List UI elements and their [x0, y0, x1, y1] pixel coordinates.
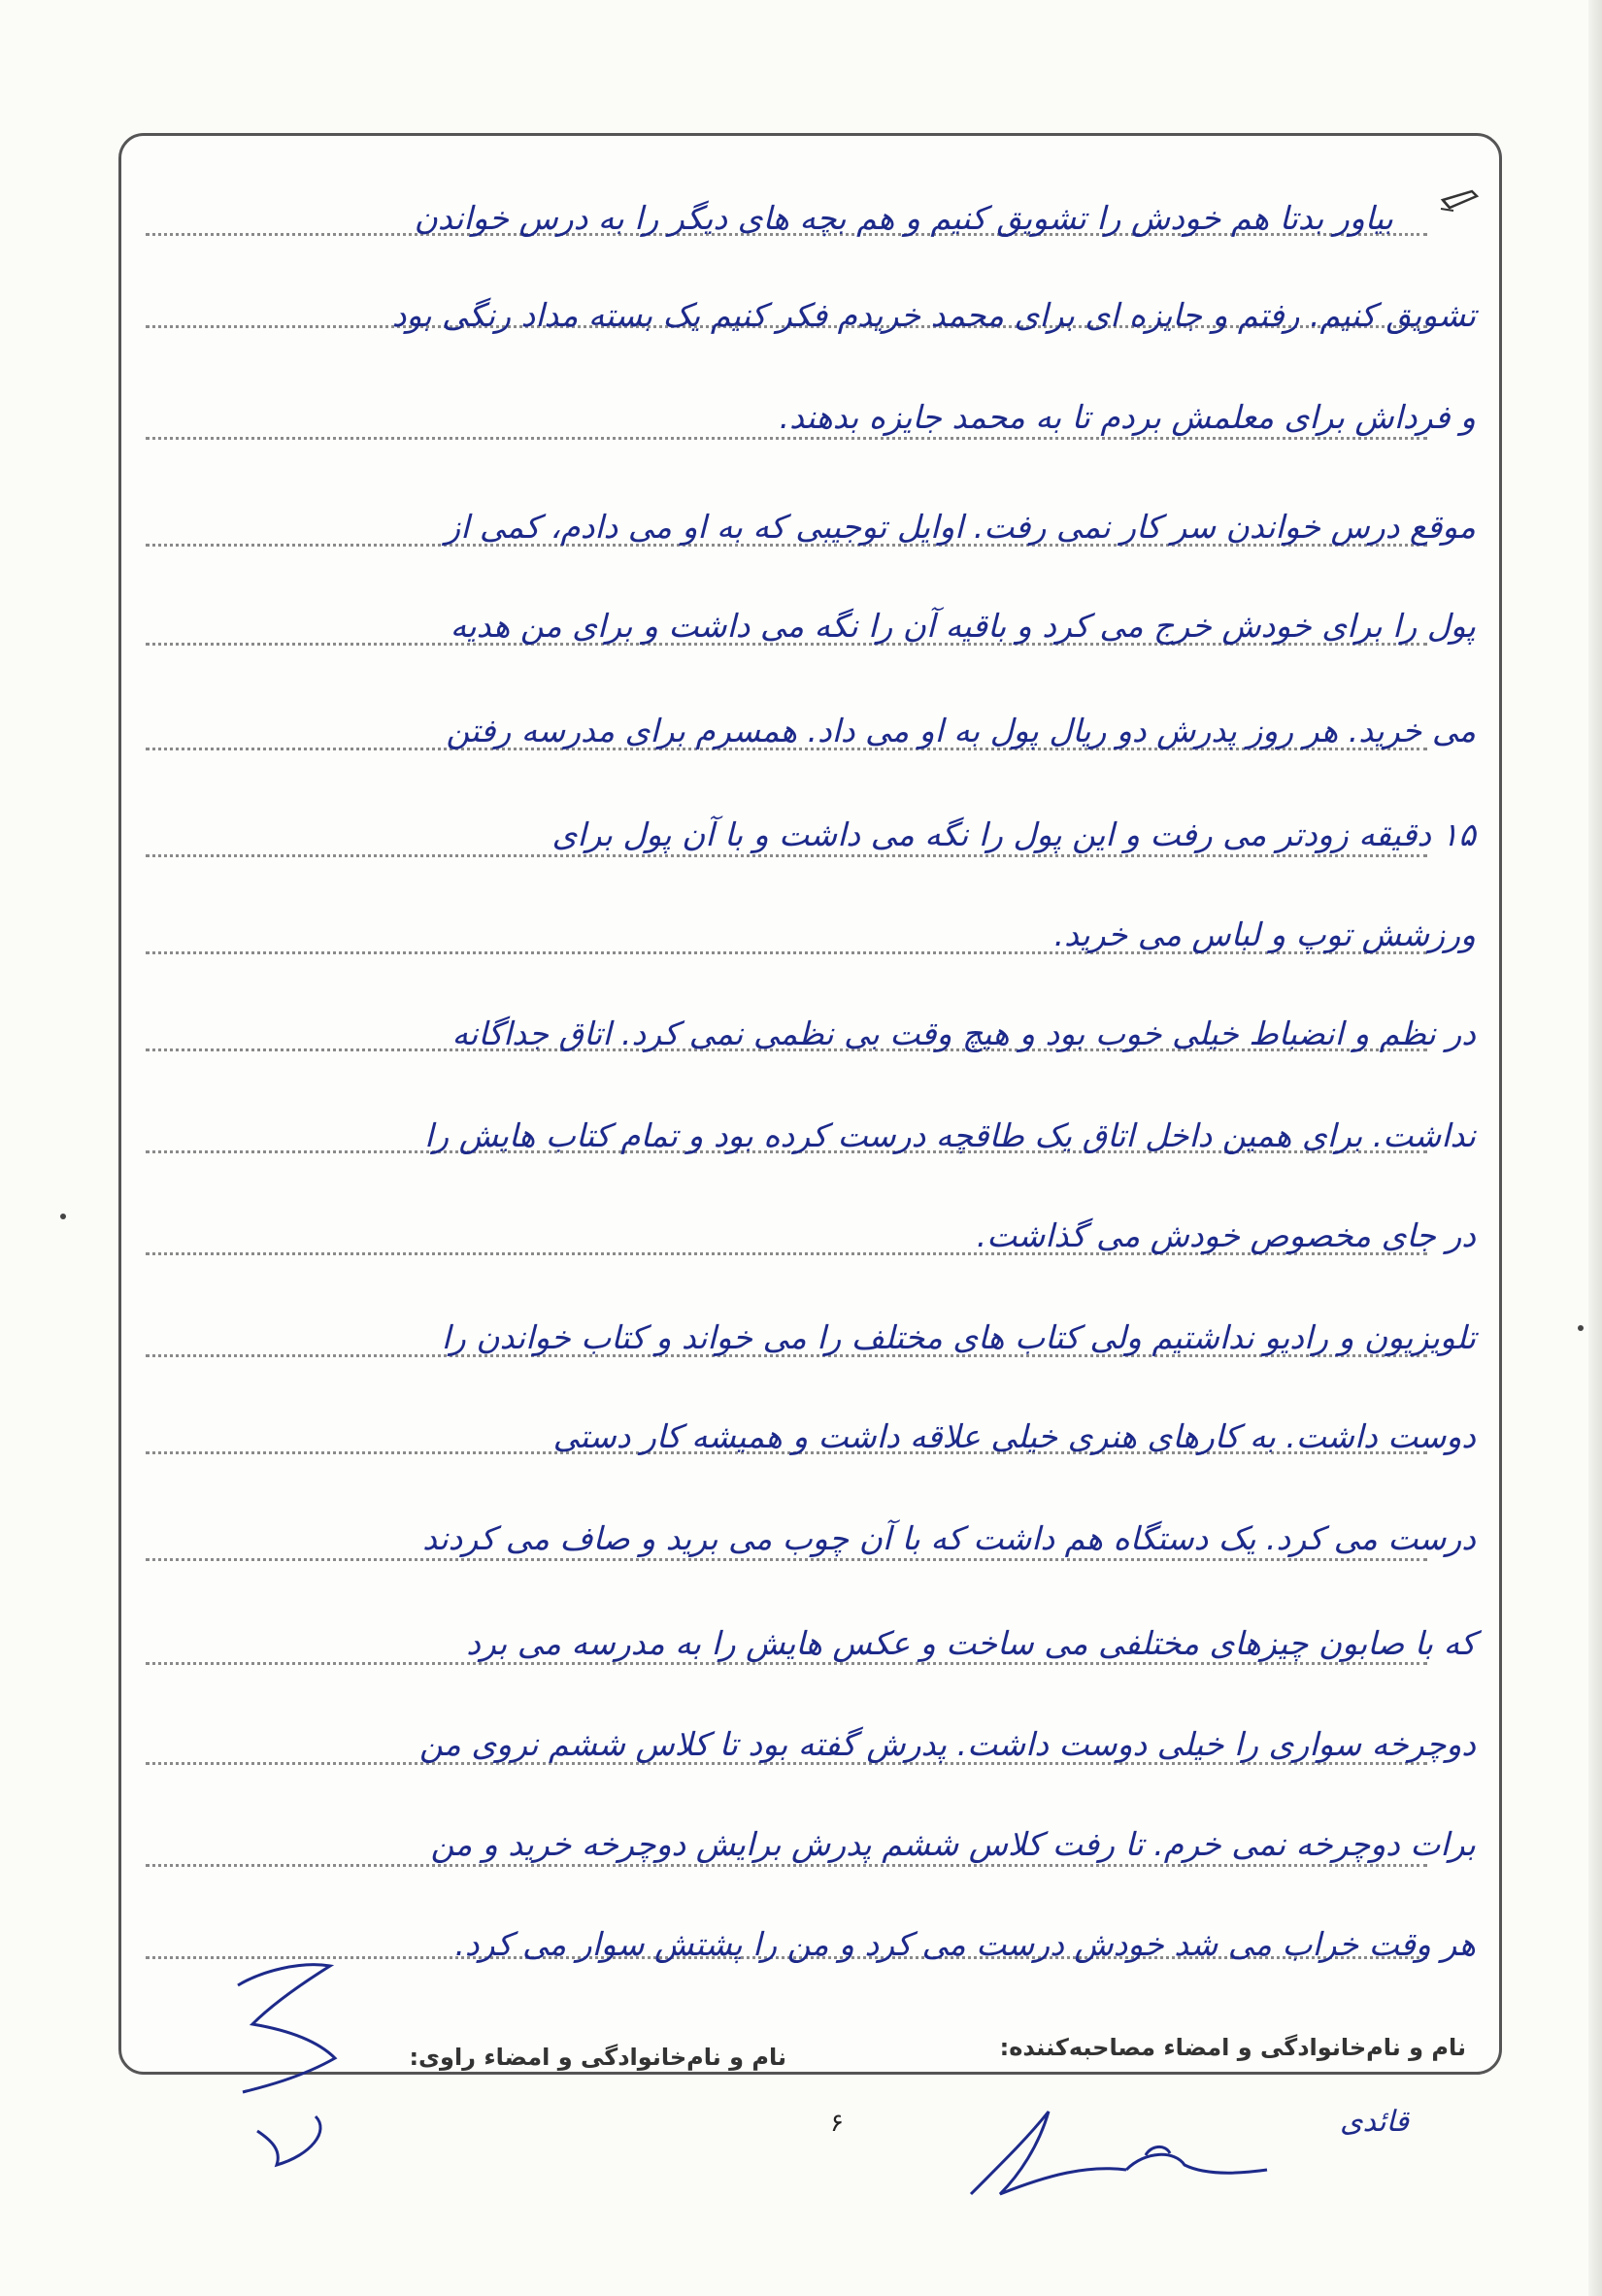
margin-dot — [60, 1214, 66, 1219]
handwritten-signature — [932, 2097, 1272, 2213]
handwritten-line: در نظم و انضباط خیلی خوب بود و هیچ وقت بی نظمی نمی کرد. اتاق جداگانه — [451, 1015, 1476, 1052]
handwritten-line: تشویق کنیم. رفتم و جایزه ای برای محمد خریدم فکر کنیم یک بسته مداد رنگی بود — [391, 296, 1476, 334]
handwritten-line: در جای مخصوص خودش می گذاشت. — [976, 1216, 1476, 1254]
handwritten-line: دوست داشت. به کارهای هنری خیلی علاقه داشت و همیشه کار دستی — [552, 1417, 1476, 1455]
page-edge — [1588, 0, 1602, 2296]
handwritten-line: ورزشش توپ و لباس می خرید. — [1053, 915, 1476, 953]
handwritten-line: ۱۵ دقیقه زودتر می رفت و این پول را نگه می داشت و با آن پول برای — [551, 815, 1476, 853]
page-number: ۶ — [830, 2109, 844, 2138]
handwritten-line: بیاور بدتا هم خودش را تشویق کنیم و هم بچه های دیگر را به درس خواندن — [414, 199, 1393, 237]
margin-dot — [1578, 1325, 1584, 1331]
handwritten-line: برات دوچرخه نمی خرم. تا رفت کلاس ششم پدرش برایش دوچرخه خرید و من — [430, 1825, 1476, 1863]
pen-icon — [1440, 187, 1479, 213]
handwritten-signature — [223, 1932, 350, 2175]
signature-name: قائدی — [1340, 2105, 1410, 2139]
handwritten-line: پول را برای خودش خرج می کرد و باقیه آن را نگه می داشت و برای من هدیه — [450, 607, 1476, 645]
narrator-signature-label: نام و نام‌خانوادگی و امضاء راوی: — [409, 2044, 786, 2071]
interviewer-signature-label: نام و نام‌خانوادگی و امضاء مصاحبه‌کننده: — [999, 2034, 1466, 2061]
handwritten-line: که با صابون چیزهای مختلفی می ساخت و عکس هایش را به مدرسه می برد — [466, 1624, 1476, 1662]
handwritten-line: می خرید. هر روز پدرش دو ریال پول به او می داد. همسرم برای مدرسه رفتن — [446, 712, 1476, 749]
handwritten-line: تلویزیون و رادیو نداشتیم ولی کتاب های مختلف را می خواند و کتاب خواندن را — [441, 1318, 1476, 1356]
handwritten-line: نداشت. برای همین داخل اتاق یک طاقچه درست کرده بود و تمام کتاب هایش را — [424, 1116, 1476, 1154]
handwritten-line: هر وقت خراب می شد خودش درست می کرد و من را پشتش سوار می کرد. — [454, 1925, 1476, 1963]
handwritten-line: موقع درس خواندن سر کار نمی رفت. اوایل توجیبی که به او می دادم، کمی از — [445, 508, 1476, 546]
handwritten-line: درست می کرد. یک دستگاه هم داشت که با آن چوب می برید و صاف می کردند — [422, 1519, 1476, 1557]
handwritten-line: دوچرخه سواری را خیلی دوست داشت. پدرش گفته بود تا کلاس ششم نروی من — [419, 1725, 1476, 1763]
handwritten-line: و فرداش برای معلمش بردم تا به محمد جایزه بدهند. — [779, 398, 1476, 436]
